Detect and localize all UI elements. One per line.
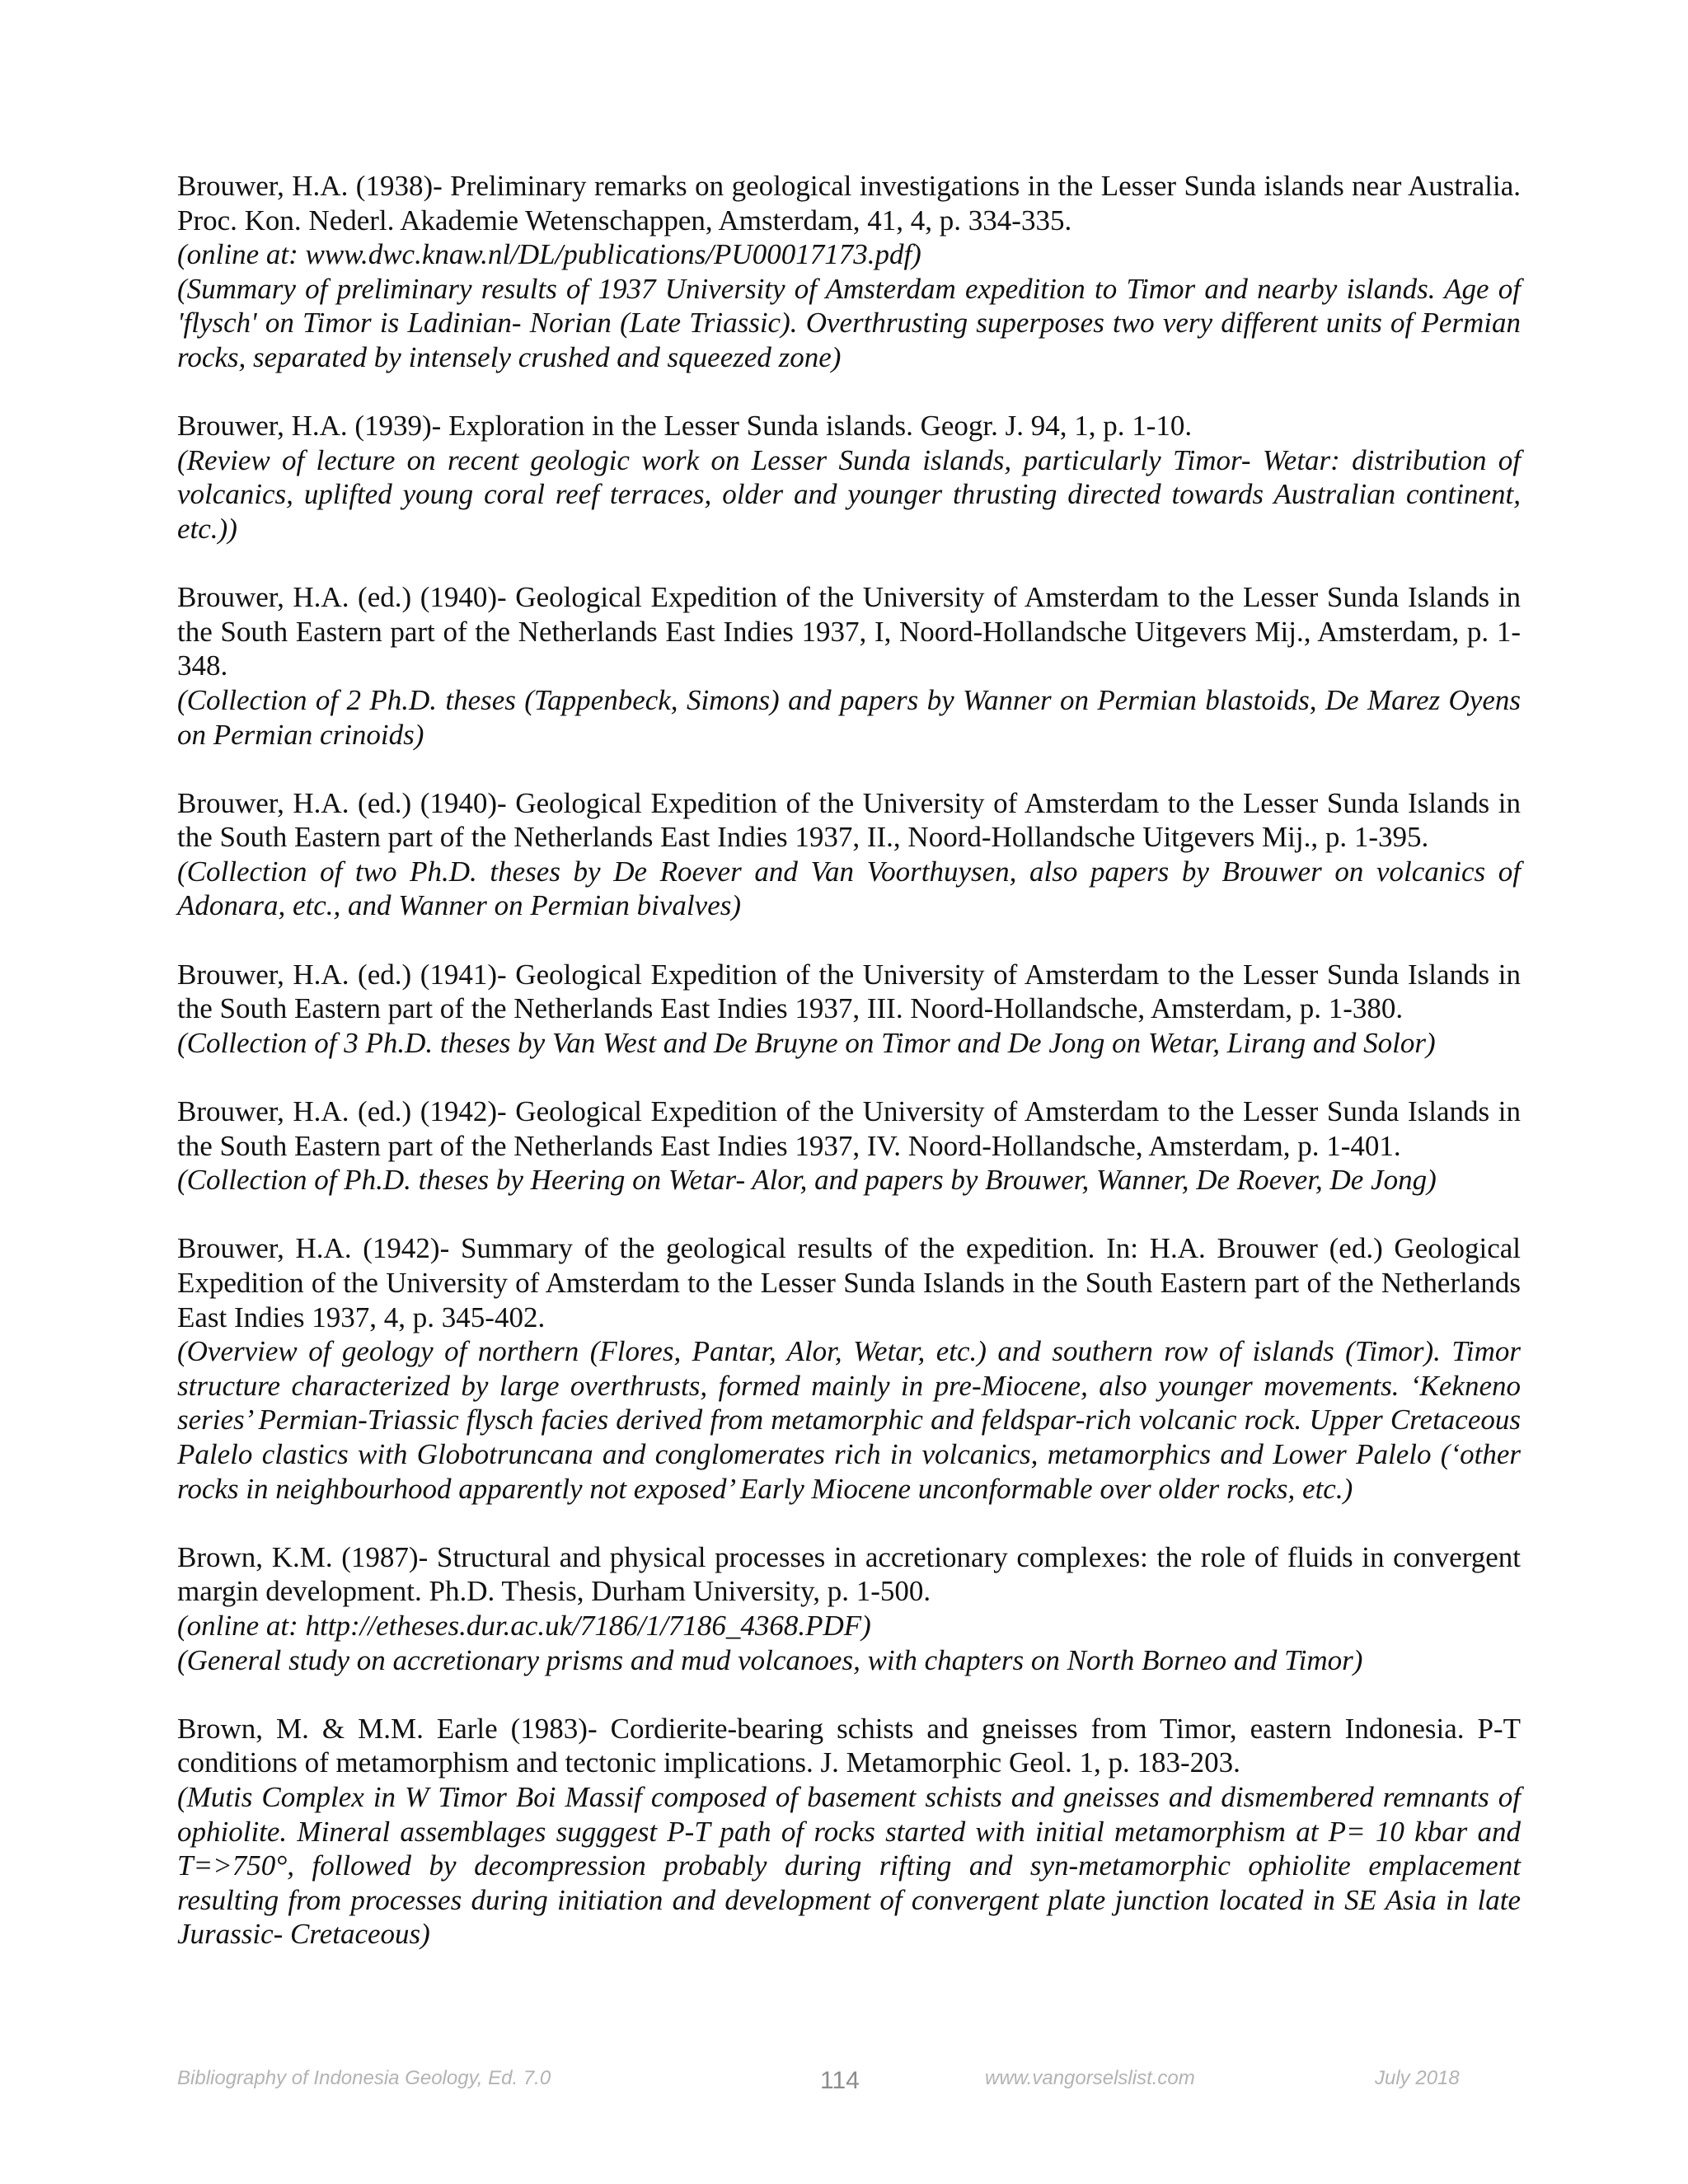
entry-citation: Brouwer, H.A. (ed.) (1941)- Geological Expedition of the University of Amsterdam to the Lesser Sunda Islands in the South Eastern part of the Netherlands East Indies 1937, III. Noord-Hollandsche, Amsterdam, p. 1-380. (177, 958, 1521, 1025)
bibliography-entry (177, 409, 1521, 546)
entry-summary: (Mutis Complex in W Timor Boi Massif composed of basement schists and gneisses and dismembered remnants of ophiolite. Mineral assemblages sugggest P-T path of rocks started with initial metamorphism at P= 10 kbar and T=>750°, followed by decompression probably during rifting and syn-metamorphic ophiolite emplacement resulting from processes during initiation and development of convergent plate junction located in SE Asia in late Jurassic- Cretaceous) (177, 1780, 1521, 1951)
footer-title: Bibliography of Indonesia Geology, Ed. 7.0 (177, 2067, 551, 2089)
entry-citation: Brown, M. & M.M. Earle (1983)- Cordierite-bearing schists and gneisses from Timor, eastern Indonesia. P-T conditions of metamorphism and tectonic implications. J. Metamorphic Geol. 1, p. 183-203. (177, 1712, 1521, 1779)
bibliography-entry (177, 580, 1521, 752)
entry-citation: Brouwer, H.A. (1939)- Exploration in the Lesser Sunda islands. Geogr. J. 94, 1, p. 1-10. (177, 410, 1193, 443)
entry-citation: Brown, K.M. (1987)- Structural and physical processes in accretionary complexes: the role of fluids in convergent margin development. Ph.D. Thesis, Durham University, p. 1-500. (177, 1540, 1521, 1608)
entry-summary: (General study on accretionary prisms and mud volcanoes, with chapters on North Borneo and Timor) (177, 1643, 1363, 1676)
bibliography-entry (177, 958, 1521, 1061)
entry-online-link[interactable]: (online at: www.dwc.knaw.nl/DL/publications/PU00017173.pdf) (177, 238, 921, 271)
bibliography-entry (177, 169, 1521, 375)
bibliography-entry (177, 786, 1521, 923)
page-footer (0, 2067, 1688, 2100)
entry-summary: (Review of lecture on recent geologic work on Lesser Sunda islands, particularly Timor- Wetar: distribution of volcanics, uplifted young coral reef terraces, older and younger thrusting directed towards Australian continent, etc.)) (177, 443, 1521, 545)
footer-website-link[interactable]: www.vangorselslist.com (985, 2067, 1195, 2089)
entry-citation: Brouwer, H.A. (1938)- Preliminary remarks on geological investigations in the Lesser Sunda islands near Australia. Proc. Kon. Nederl. Akademie Wetenschappen, Amsterdam, 41, 4, p. 334-335. (177, 170, 1521, 237)
entry-citation: Brouwer, H.A. (ed.) (1942)- Geological Expedition of the University of Amsterdam to the Lesser Sunda Islands in the South Eastern part of the Netherlands East Indies 1937, IV. Noord-Hollandsche, Amsterdam, p. 1-401. (177, 1095, 1521, 1162)
entry-citation: Brouwer, H.A. (ed.) (1940)- Geological Expedition of the University of Amsterdam to the Lesser Sunda Islands in the South Eastern part of the Netherlands East Indies 1937, I, Noord-Hollandsche Uitgevers Mij., Amsterdam, p. 1-348. (177, 581, 1521, 682)
entry-summary: (Collection of Ph.D. theses by Heering on Wetar- Alor, and papers by Brouwer, Wanner, De Roever, De Jong) (177, 1164, 1437, 1197)
entry-citation: Brouwer, H.A. (1942)- Summary of the geological results of the expedition. In: H.A. Brouwer (ed.) Geological Expedition of the University of Amsterdam to the Lesser Sunda Islands in the South Eastern part of the Netherlands East Indies 1937, 4, p. 345-402. (177, 1232, 1521, 1333)
page-number: 114 (820, 2067, 860, 2094)
entry-online-link[interactable]: (online at: http://etheses.dur.ac.uk/7186/1/7186_4368.PDF) (177, 1609, 871, 1642)
entry-summary: (Collection of two Ph.D. theses by De Roever and Van Voorthuysen, also papers by Brouwer on volcanics of Adonara, etc., and Wanner on Permian bivalves) (177, 855, 1521, 922)
bibliography-entry (177, 1231, 1521, 1506)
entry-summary: (Collection of 2 Ph.D. theses (Tappenbeck, Simons) and papers by Wanner on Permian blastoids, De Marez Oyens on Permian crinoids) (177, 683, 1521, 751)
entry-summary: (Collection of 3 Ph.D. theses by Van West and De Bruyne on Timor and De Jong on Wetar, Lirang and Solor) (177, 1026, 1436, 1059)
footer-date: July 2018 (1375, 2067, 1460, 2089)
bibliography-entry (177, 1094, 1521, 1197)
entry-summary: (Summary of preliminary results of 1937 University of Amsterdam expedition to Timor and nearby islands. Age of 'flysch' on Timor is Ladinian- Norian (Late Triassic). Overthrusting superposes two very different units of Permian rocks, separated by intensely crushed and squeezed zone) (177, 272, 1521, 373)
entry-summary: (Overview of geology of northern (Flores, Pantar, Alor, Wetar, etc.) and southern row of islands (Timor). Timor structure characterized by large overthrusts, formed mainly in pre-Miocene, also younger movements. ‘Kekneno series’ Permian-Triassic flysch facies derived from metamorphic and feldspar-rich volcanic rock. Upper Cretaceous Palelo clastics with Globotruncana and conglomerates rich in volcanics, metamorphics and Lower Palelo (‘other rocks in neighbourhood apparently not exposed’ Early Miocene unconformable over older rocks, etc.) (177, 1335, 1521, 1505)
entry-citation: Brouwer, H.A. (ed.) (1940)- Geological Expedition of the University of Amsterdam to the Lesser Sunda Islands in the South Eastern part of the Netherlands East Indies 1937, II., Noord-Hollandsche Uitgevers Mij., p. 1-395. (177, 786, 1521, 854)
bibliography-entry (177, 1712, 1521, 1952)
bibliography-entry (177, 1540, 1521, 1677)
bibliography-list (177, 169, 1521, 1985)
